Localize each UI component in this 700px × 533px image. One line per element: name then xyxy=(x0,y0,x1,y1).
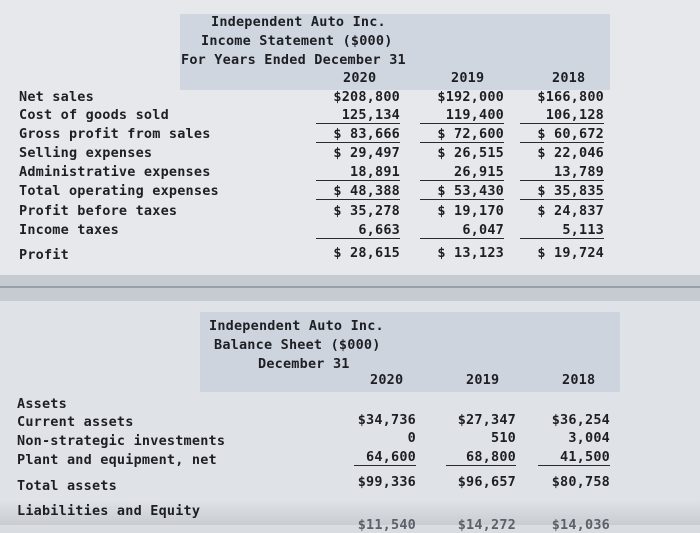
is-label-cogs: Cost of goods sold xyxy=(19,107,169,123)
is-total-opex-2019: $ 53,430 xyxy=(420,183,504,200)
is-admin-2019: 26,915 xyxy=(420,164,504,181)
bs-cutoff-2019: $14,272 xyxy=(457,517,516,533)
bs-plant-2019: 68,800 xyxy=(446,449,516,466)
page-gap xyxy=(0,275,700,301)
is-cogs-2019: 119,400 xyxy=(420,107,504,124)
bs-section-liabilities: Liabilities and Equity xyxy=(17,503,201,519)
is-year-2019: 2019 xyxy=(451,70,485,86)
bs-period: December 31 xyxy=(258,356,350,372)
is-admin-2020: 18,891 xyxy=(316,164,400,181)
bs-investments-2020: 0 xyxy=(407,430,416,446)
is-admin-2018: 13,789 xyxy=(520,164,604,181)
is-profit-2020: $ 28,615 xyxy=(333,245,400,261)
is-period: For Years Ended December 31 xyxy=(181,52,406,68)
is-label-net-sales: Net sales xyxy=(19,89,94,105)
bs-year-2019: 2019 xyxy=(466,372,500,388)
bs-year-2018: 2018 xyxy=(562,372,596,388)
bs-label-total-assets: Total assets xyxy=(17,478,117,494)
bs-investments-2019: 510 xyxy=(491,430,516,446)
bs-label-investments: Non-strategic investments xyxy=(17,433,226,449)
is-label-pbt: Profit before taxes xyxy=(19,203,178,219)
is-gross-profit-2020: $ 83,666 xyxy=(316,126,400,143)
is-profit-2018: $ 19,724 xyxy=(537,245,604,261)
is-profit-2019: $ 13,123 xyxy=(437,245,504,261)
is-total-opex-2020: $ 48,388 xyxy=(316,183,400,200)
bs-current-assets-2020: $34,736 xyxy=(357,412,416,428)
is-label-profit: Profit xyxy=(19,247,69,263)
bs-section-assets: Assets xyxy=(17,396,67,412)
bs-total-assets-2020: $99,336 xyxy=(357,474,416,490)
is-total-opex-2018: $ 35,835 xyxy=(520,183,604,200)
is-cogs-2018: 106,128 xyxy=(520,107,604,124)
bs-company: Independent Auto Inc. xyxy=(209,318,384,334)
is-label-taxes: Income taxes xyxy=(19,222,119,238)
is-gross-profit-2019: $ 72,600 xyxy=(420,126,504,143)
is-taxes-2020: 6,663 xyxy=(316,222,400,239)
is-title: Income Statement ($000) xyxy=(201,33,393,49)
bs-investments-2018: 3,004 xyxy=(568,430,610,446)
is-company: Independent Auto Inc. xyxy=(211,14,386,30)
is-label-total-opex: Total operating expenses xyxy=(19,183,219,199)
is-selling-2020: $ 29,497 xyxy=(333,145,400,161)
is-net-sales-2020: $208,800 xyxy=(333,89,400,105)
bs-total-assets-2019: $96,657 xyxy=(457,474,516,490)
is-year-2018: 2018 xyxy=(552,70,586,86)
is-pbt-2018: $ 24,837 xyxy=(537,203,604,219)
is-taxes-2018: 5,113 xyxy=(520,222,604,239)
bs-title: Balance Sheet ($000) xyxy=(214,337,381,353)
bs-cutoff-2020: $11,540 xyxy=(357,517,416,533)
page-divider xyxy=(0,286,700,288)
is-net-sales-2018: $166,800 xyxy=(537,89,604,105)
is-year-2020: 2020 xyxy=(343,70,377,86)
bs-year-2020: 2020 xyxy=(370,372,404,388)
is-cogs-2020: 125,134 xyxy=(316,107,400,124)
is-pbt-2020: $ 35,278 xyxy=(333,203,400,219)
is-label-admin: Administrative expenses xyxy=(19,164,211,180)
is-pbt-2019: $ 19,170 xyxy=(437,203,504,219)
is-selling-2019: $ 26,515 xyxy=(437,145,504,161)
bs-label-current-assets: Current assets xyxy=(17,414,134,430)
bs-plant-2018: 41,500 xyxy=(538,449,610,466)
is-selling-2018: $ 22,046 xyxy=(537,145,604,161)
is-net-sales-2019: $192,000 xyxy=(437,89,504,105)
is-label-gross-profit: Gross profit from sales xyxy=(19,126,211,142)
bs-current-assets-2019: $27,347 xyxy=(457,412,516,428)
bs-total-assets-2018: $80,758 xyxy=(551,474,610,490)
bs-label-plant: Plant and equipment, net xyxy=(17,452,217,468)
is-label-selling: Selling expenses xyxy=(19,145,153,161)
is-gross-profit-2018: $ 60,672 xyxy=(520,126,604,143)
bs-plant-2020: 64,600 xyxy=(354,449,416,466)
bs-current-assets-2018: $36,254 xyxy=(551,412,610,428)
bs-cutoff-2018: $14,036 xyxy=(551,517,610,533)
is-taxes-2019: 6,047 xyxy=(420,222,504,239)
